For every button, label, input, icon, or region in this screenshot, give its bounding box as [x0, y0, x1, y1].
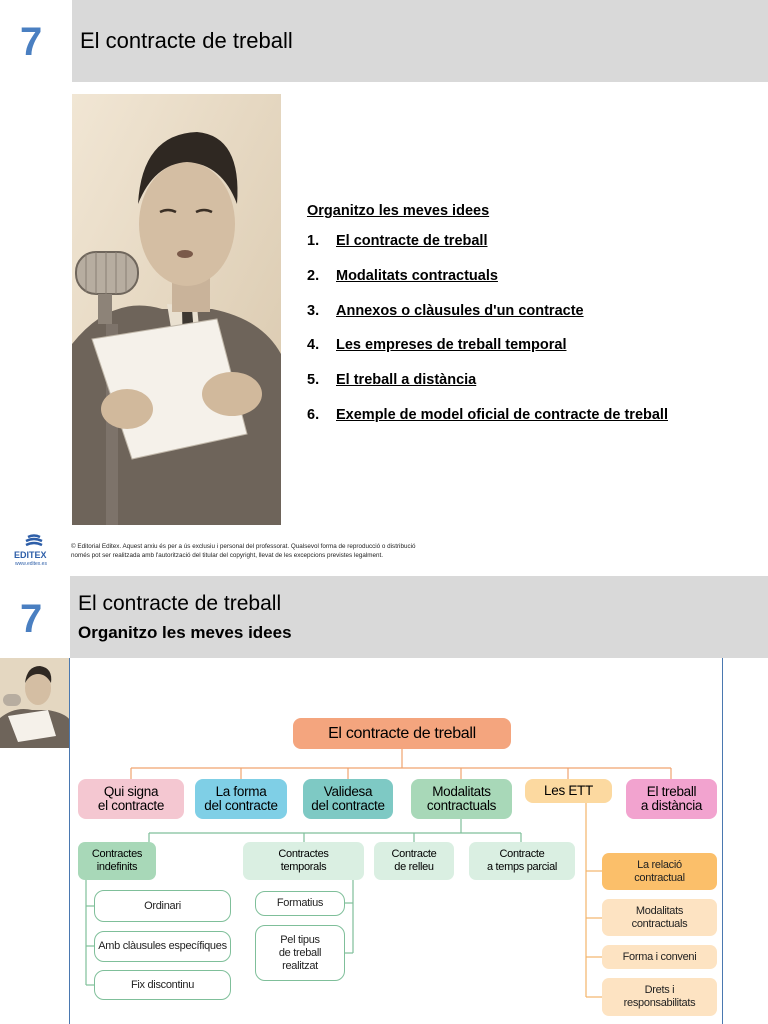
node-forma-conveni[interactable]: Forma i conveni: [602, 945, 717, 969]
node-label: Modalitats: [635, 904, 684, 917]
toc-title[interactable]: Organitzo les meves idees: [307, 203, 490, 219]
toc-item-number: 6.: [307, 406, 320, 423]
toc-item-number: 5.: [307, 372, 320, 389]
node-label: Pel tipus: [280, 933, 320, 946]
node-label: Contractes: [91, 848, 143, 860]
toc-item-link[interactable]: Les empreses de treball temporal: [336, 337, 567, 354]
node-label: Les ETT: [544, 783, 593, 798]
node-label: Drets i: [644, 984, 675, 996]
node-label: Modalitats: [432, 784, 491, 799]
node-label: La relació: [637, 858, 682, 871]
node-label: a temps parcial: [486, 861, 558, 873]
table-of-contents: [307, 203, 668, 442]
frame-border-right: [722, 658, 723, 1024]
toc-item[interactable]: [307, 337, 668, 372]
node-label: La forma: [215, 784, 267, 799]
title-bar: [0, 576, 768, 658]
toc-item-number: 3.: [307, 302, 320, 319]
chapter-number: 7: [20, 597, 43, 641]
node-amb-clausules[interactable]: Amb clàusules específiques: [94, 931, 231, 962]
node-pel-tipus[interactable]: [255, 925, 345, 981]
chapter-number: 7: [20, 20, 43, 64]
node-la-forma[interactable]: [195, 779, 287, 819]
man-reading-thumbnail-image: [0, 658, 70, 748]
toc-item-link[interactable]: Exemple de model oficial de contracte de treball: [336, 406, 668, 423]
node-les-ett[interactable]: [525, 779, 612, 803]
node-label: realitzat: [282, 959, 318, 972]
toc-item[interactable]: [307, 303, 668, 338]
toc-item[interactable]: [307, 233, 668, 268]
toc-item-link[interactable]: Modalitats contractuals: [336, 267, 498, 284]
node-fix-discontinu[interactable]: Fix discontinu: [94, 970, 231, 1000]
toc-item-number: 4.: [307, 337, 320, 354]
node-relacio-contractual[interactable]: [602, 853, 717, 890]
node-qui-signa[interactable]: [78, 779, 184, 819]
node-label: Qui signa: [103, 784, 159, 799]
page-title: El contracte de treball: [78, 592, 282, 615]
node-contractes-temporals[interactable]: [243, 842, 364, 880]
node-label: El treball: [646, 784, 697, 799]
node-contracte-temps-parcial[interactable]: [469, 842, 575, 880]
node-label: de relleu: [394, 861, 434, 873]
node-label: Contracte: [391, 848, 437, 860]
node-label: responsabilitats: [623, 997, 696, 1009]
toc-item-number: 1.: [307, 233, 320, 249]
toc-item-link[interactable]: Annexos o clàusules d'un contracte: [336, 302, 584, 319]
toc-item[interactable]: [307, 268, 668, 303]
page-title: El contracte de treball: [80, 28, 293, 53]
node-validesa[interactable]: [303, 779, 393, 819]
node-drets-responsabilitats[interactable]: [602, 978, 717, 1016]
node-modalitats[interactable]: [411, 779, 512, 819]
node-ett-modalitats[interactable]: [602, 899, 717, 936]
node-formatius[interactable]: Formatius: [255, 891, 345, 916]
node-label: Contracte: [499, 848, 545, 860]
vintage-photo: [72, 94, 281, 525]
node-label: Validesa: [323, 784, 373, 799]
copyright-line: © Editorial Editex. Aquest arxiu és per a ús exclusiu i personal del professorat. Qualsevol forma de reproducció o distribució: [71, 543, 416, 550]
logo-url: www.editex.es: [15, 561, 47, 567]
node-contractes-indefinits[interactable]: [78, 842, 156, 880]
toc-item-link[interactable]: El contracte de treball: [336, 233, 488, 249]
frame-border-left: [69, 658, 70, 1024]
mindmap-root[interactable]: El contracte de treball: [293, 718, 511, 749]
node-contracte-relleu[interactable]: [374, 842, 454, 880]
man-reading-microphone-image: [72, 94, 281, 525]
logo-text: EDITEX: [14, 550, 47, 560]
node-treball-distancia[interactable]: [626, 779, 717, 819]
node-label: a distància: [640, 798, 703, 813]
node-label: contractual: [634, 871, 685, 884]
copyright-line: només pot ser realitzada amb l'autorització del titular del copyright, llevat de les excepcions previstes legalment.: [71, 552, 384, 559]
node-label: contractuals: [426, 798, 497, 813]
toc-item-number: 2.: [307, 267, 320, 284]
node-label: del contracte: [311, 798, 385, 813]
page-subtitle: Organitzo les meves idees: [78, 623, 292, 642]
toc-item[interactable]: [307, 407, 668, 442]
copyright-notice: [71, 542, 471, 560]
node-label: contractuals: [631, 917, 688, 930]
node-label: de treball: [278, 946, 322, 959]
photo-thumbnail[interactable]: [0, 658, 70, 748]
title-bar: [72, 0, 768, 82]
node-label: temporals: [280, 861, 327, 873]
node-label: del contracte: [204, 798, 278, 813]
node-label: el contracte: [97, 798, 165, 813]
node-label: indefinits: [96, 861, 138, 873]
toc-item[interactable]: [307, 372, 668, 407]
node-label: Contractes: [278, 848, 329, 860]
toc-item-link[interactable]: El treball a distància: [336, 372, 477, 389]
node-ordinari[interactable]: Ordinari: [94, 890, 231, 922]
